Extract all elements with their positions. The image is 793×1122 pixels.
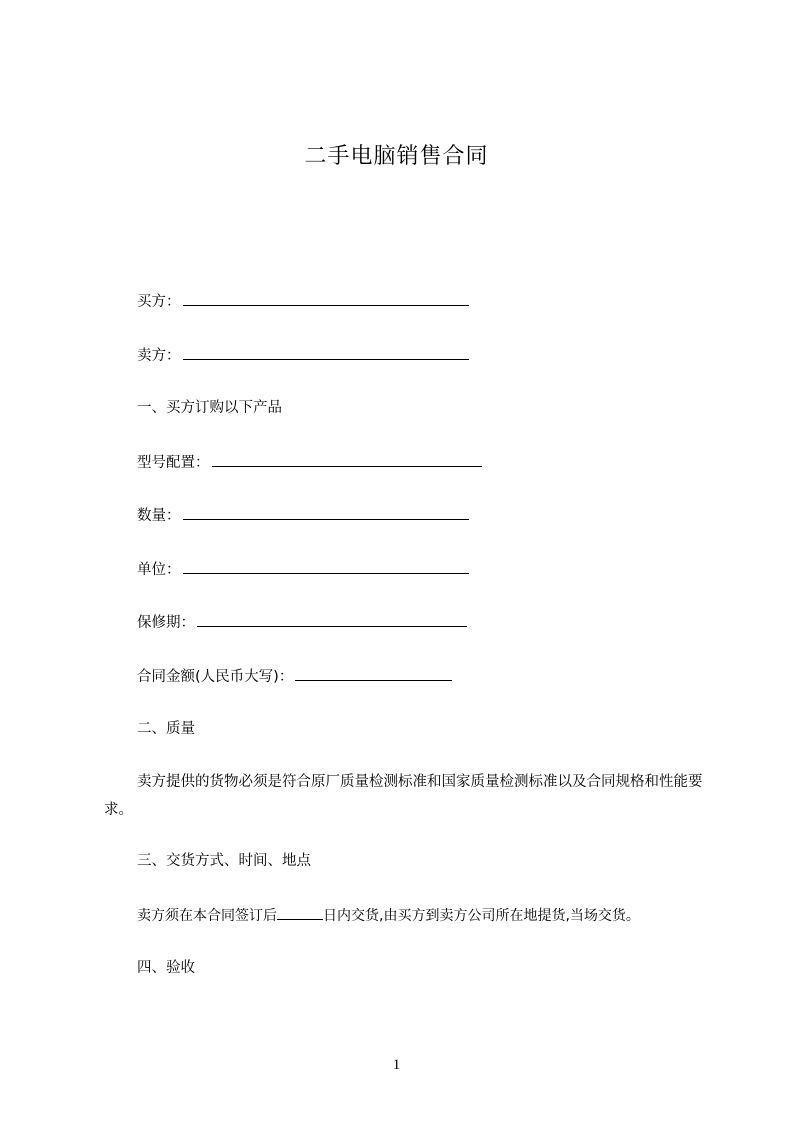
unit-line — [137, 559, 469, 580]
delivery-text-before: 卖方须在本合同签订后 — [137, 908, 277, 924]
page-number: 1 — [392, 1057, 401, 1073]
seller-label: 卖方： — [137, 348, 181, 364]
model-blank[interactable] — [212, 452, 482, 467]
unit-label: 单位： — [137, 562, 181, 578]
buyer-blank[interactable] — [183, 291, 469, 306]
seller-line — [137, 345, 469, 366]
model-label: 型号配置： — [137, 455, 210, 471]
buyer-line — [137, 291, 469, 312]
section3-heading: 三、交货方式、时间、地点 — [137, 853, 311, 869]
buyer-label: 买方： — [137, 294, 181, 310]
delivery-line — [137, 905, 640, 926]
section4-heading: 四、验收 — [137, 960, 195, 976]
quality-paragraph: 卖方提供的货物必须是符合原厂质量检测标准和国家质量检测标准以及合同规格和性能要求。 — [104, 774, 703, 818]
amount-label: 合同金额(人民币大写)： — [137, 669, 294, 685]
warranty-blank[interactable] — [197, 612, 467, 627]
unit-blank[interactable] — [183, 559, 469, 574]
seller-blank[interactable] — [183, 345, 469, 360]
amount-line — [137, 666, 452, 687]
warranty-line — [137, 612, 467, 633]
model-line — [137, 452, 482, 473]
warranty-label: 保修期： — [137, 615, 195, 631]
quantity-label: 数量： — [137, 508, 181, 524]
document-title: 二手电脑销售合同 — [304, 144, 489, 169]
section2-heading: 二、质量 — [137, 721, 195, 737]
amount-blank[interactable] — [295, 666, 452, 681]
section1-heading: 一、买方订购以下产品 — [137, 400, 282, 416]
delivery-days-blank[interactable] — [277, 905, 323, 920]
delivery-text-after: 日内交货,由买方到卖方公司所在地提货,当场交货。 — [323, 908, 640, 924]
quantity-blank[interactable] — [183, 505, 469, 520]
quantity-line — [137, 505, 469, 526]
